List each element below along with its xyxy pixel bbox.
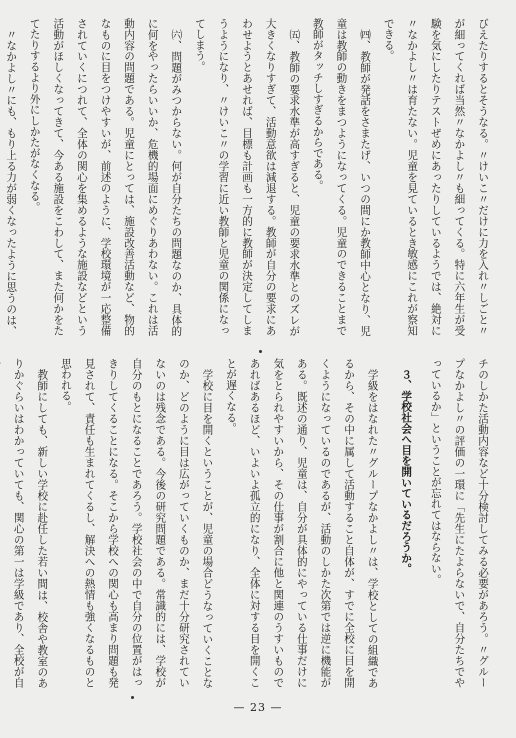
print-speck <box>259 350 262 353</box>
paragraph: 学級をはなれた〃グループなかよし〃は、学校としての組織であるから、その中に属して活動すること自体が、すでに全校に目を開くようになっているのであるが、活動のしかた次第では逆に機能がある。既述の通り、児童は、自分が具体的にやっている仕事だけに気をとられやすいから、その仕事が割合に他と関連のうすいものであればあるほど、いよいよ孤立的になり、全体に対する目を開くことが遅くなる。 <box>225 358 379 688</box>
print-speck <box>131 696 134 699</box>
lower-text-block <box>12 358 494 688</box>
section-heading: ３、学校社会へ目を開いているだろうか。 <box>400 368 413 574</box>
paragraph: ㈥、問題がみつからない。何が自分たちの問題なのか、具体的に何をやったらいいか、危機的場面にめぐりあわない。これは活動内容の問題である。児童にとっては、施設改善活動など、物的なものに目をつけやすいが、前述のように、学校環境が一応整備されていくにつれて、全体の関心を集めるような施設などという活動がほしくなってきて、今ある施設をこわして、また何かをたてたりするより外にしかたがなくなる。 <box>28 18 183 336</box>
page-number: — 23 — <box>233 701 283 714</box>
paragraph: チのしかた活動内容など十分検討してみる必要があろう。〃グループなかよし〃の評価の一環に「先生にたよらないで、自分たちでやっているか」ということが忘れてはならない。 <box>429 358 489 688</box>
paragraph: 〃なかよし〃にも、もり上る力が弱くなったように思うのは、 <box>5 28 18 336</box>
paragraph: ㈤、教師の要求水準が高すぎると、児童の要求水準とのズレが大きくなりすぎて、活動意欲は減退する。教師が自分の要求にあわせようとあせれば、目標も計画も一方的に教師が決定してしまうようになり、〃けいこ〃の学習に近い教師と児童の関係になってしまう。 <box>193 18 301 336</box>
paragraph: 教師にしても、新しい学校に赴任した若い間は、校舎や教室のありかぐらいはわかっていても、関心の第一は学級であり、全校が自 <box>12 358 49 688</box>
paragraph: ㈣、教師が発話をさまたげ、いつの間にか教師中心となり、児童は教師の動きをまつようになってくる。児童のできることまで教師がタッチしすぎるからである。 <box>311 18 372 336</box>
paragraph: びえたりするとそうなる。〃けいこ〃だけに力を入れ〃しごと〃が細ってくれば当然〃なかよし〃も細ってくる。特に六年生が受験を気にしたりテストぜめにあったりしているようでは、絶対に〃なかよし〃は育たない。児童を見ているとき敏感にこれが察知できる。 <box>382 18 489 336</box>
upper-text-block <box>5 18 494 336</box>
paragraph: 学校に目を開くということが、児童の場合どうなっていくことなのか、どのように目は広がっていくものか、まだ十分研究されていないのは残念である。今後の研究問題である。常識的には、学校が自分のもとになることであろう。学校社会の中で自分の位置がはっきりしてくることになる。そこから学校への関心も高まり問題も発見されて、責任も生まれてくるし、解決への熱情も強くなるものと思われる。 <box>59 358 214 688</box>
